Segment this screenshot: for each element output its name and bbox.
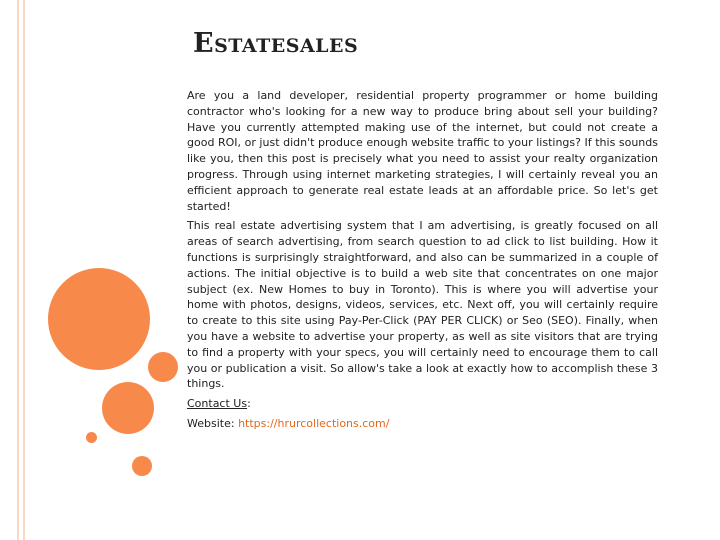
website-label: Website: bbox=[187, 416, 239, 430]
decorative-circle-large bbox=[48, 268, 150, 370]
slide-title: Estatesales bbox=[193, 28, 359, 59]
body-paragraph: Are you a land developer, residential property programmer or home building contractor who's looking for a new way to produce bring about sell your building? Have you currently attempted making use of the internet, but could not create a good ROI, or just didn't produce enough website traffic to your listings? If this sounds like you, then this post is precisely what you need to assist your realty organization progress. Through using internet marketing strategies, I will certainly reveal you an efficient approach to generate real estate leads at an affordable price. So let's get started! bbox=[187, 89, 658, 213]
slide-body bbox=[187, 88, 658, 436]
decorative-circle-tiny bbox=[86, 432, 97, 443]
contact-us-link[interactable]: Contact Us bbox=[187, 397, 248, 411]
contact-line bbox=[187, 396, 658, 412]
decorative-circle-medium bbox=[102, 382, 154, 434]
decorative-circle-small bbox=[148, 352, 178, 382]
website-line bbox=[187, 416, 658, 432]
decorative-circle-small bbox=[132, 456, 152, 476]
website-link[interactable]: https://hrurcollections.com/ bbox=[238, 416, 390, 430]
body-paragraph: This real estate advertising system that I am advertising, is greatly focused on all areas of search advertising, from search question to ad click to list building. How it functions is surprisingly straightforward, and also can be summarized in a couple of actions. The initial objective is to build a web site that concentrates on one major subject (ex. New Homes to buy in Toronto). This is where you will advertise your home with photos, designs, videos, services, etc. Next off, you will certainly require to create to this site using Pay-Per-Click (PAY PER CLICK) or Seo (SEO). Finally, when you have a website to advertise your property, as well as site visitors that are trying to find a property with your specs, you will certainly need to encourage them to call you or publication a visit. So allow's take a look at exactly how to accomplish these 3 things. bbox=[187, 219, 658, 391]
contact-colon: : bbox=[247, 397, 251, 411]
